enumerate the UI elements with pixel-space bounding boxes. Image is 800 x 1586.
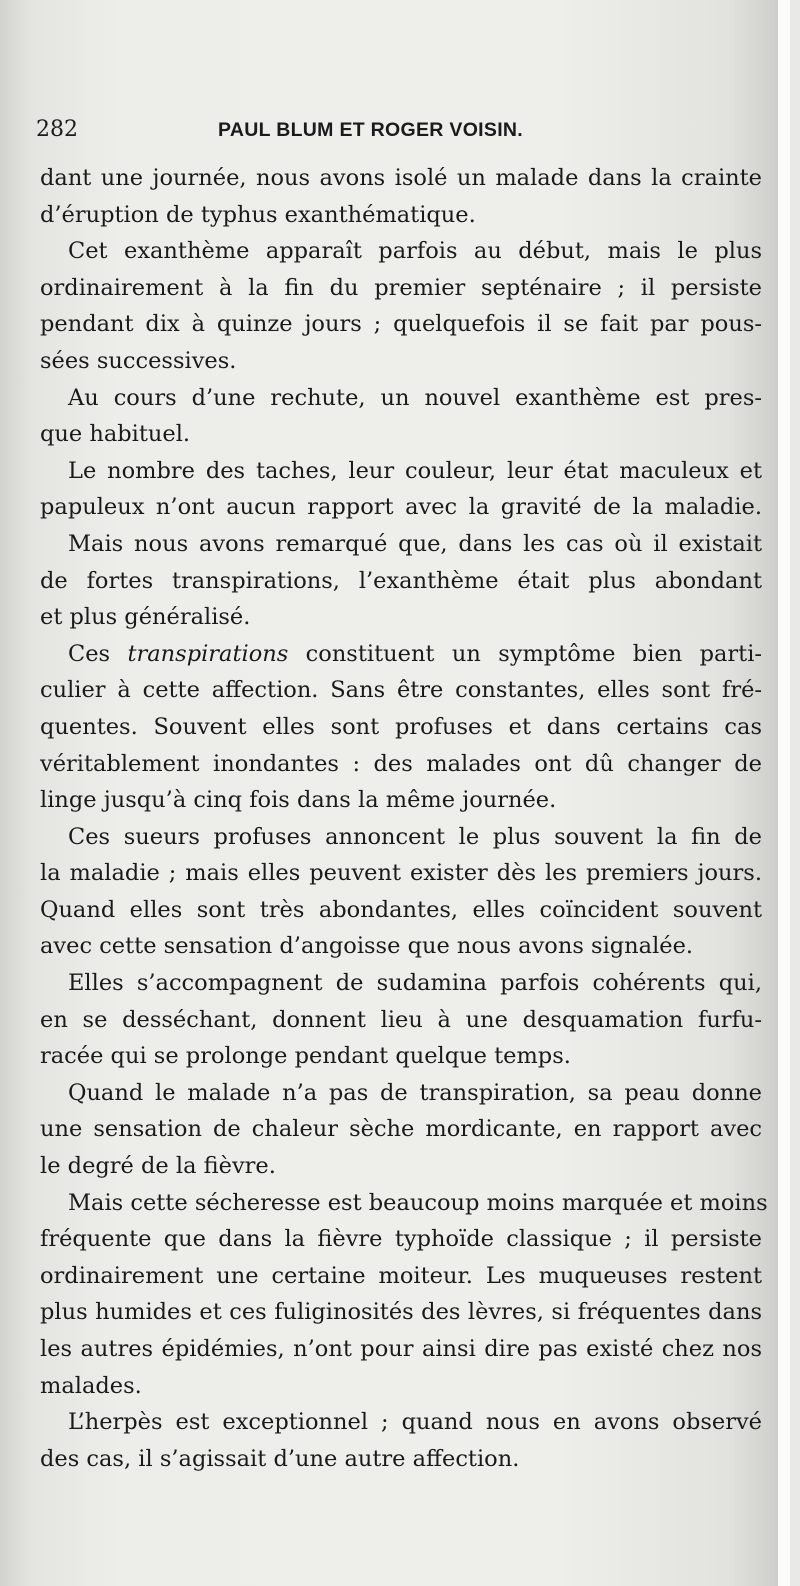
- text-line: Le nombre des taches, leur couleur, leur état maculeux et: [68, 457, 762, 484]
- running-head: PAUL BLUM ET ROGER VOISIN.: [218, 119, 524, 141]
- text-line: Mais nous avons remarqué que, dans les cas où il existait: [68, 530, 762, 557]
- text-line: en se desséchant, donnent lieu à une desquamation furfu-: [40, 1006, 762, 1033]
- text-line: que habituel.: [40, 421, 191, 448]
- text-line: Ces transpirations constituent un symptôme bien parti-: [68, 640, 762, 667]
- text-line: Ces sueurs profuses annoncent le plus souvent la fin de: [68, 823, 762, 850]
- page-header: [36, 117, 776, 153]
- text-line: fréquente que dans la fièvre typhoïde classique ; il persiste: [40, 1226, 762, 1253]
- text-line: avec cette sensation d’angoisse que nous avons signalée.: [40, 933, 694, 960]
- text-line: ordinairement une certaine moiteur. Les muqueuses restent: [40, 1262, 762, 1289]
- text-line: Au cours d’une rechute, un nouvel exanthème est pres-: [68, 384, 762, 411]
- text-line: Quand le malade n’a pas de transpiration, sa peau donne: [68, 1079, 762, 1106]
- page-edge: [778, 0, 790, 1586]
- text-line: culier à cette affection. Sans être constantes, elles sont fré-: [40, 677, 762, 704]
- text-line: le degré de la fièvre.: [40, 1153, 276, 1180]
- text-line: Mais cette sécheresse est beaucoup moins marquée et moins: [68, 1189, 768, 1216]
- text-line: des cas, il s’agissait d’une autre affection.: [40, 1445, 520, 1472]
- text-line: malades.: [40, 1372, 142, 1399]
- text-line: pendant dix à quinze jours ; quelquefois il se fait par pous-: [40, 311, 762, 338]
- text-line: dant une journée, nous avons isolé un malade dans la crainte: [40, 165, 762, 191]
- text-line: ordinairement à la fin du premier septénaire ; il persiste: [40, 274, 762, 301]
- text-line: une sensation de chaleur sèche mordicante, en rapport avec: [40, 1116, 762, 1143]
- text-line: véritablement inondantes : des malades ont dû changer de: [40, 750, 762, 777]
- text-line: Cet exanthème apparaît parfois au début, mais le plus: [68, 238, 762, 265]
- text-line: papuleux n’ont aucun rapport avec la gravité de la maladie.: [40, 494, 762, 521]
- text-line: les autres épidémies, n’ont pour ainsi dire pas existé chez nos: [40, 1336, 762, 1362]
- text-line: de fortes transpirations, l’exanthème était plus abondant: [40, 567, 762, 594]
- text-line: et plus généralisé.: [40, 604, 251, 631]
- text-line: plus humides et ces fuliginosités des lèvres, si fréquentes dans: [40, 1299, 762, 1326]
- text-line: L’herpès est exceptionnel ; quand nous en avons observé: [68, 1409, 762, 1436]
- emphasized-word: transpirations: [127, 640, 289, 667]
- text-line: Quand elles sont très abondantes, elles coïncident souvent: [40, 896, 762, 923]
- body-text: [40, 160, 768, 1477]
- text-line: sées successives.: [40, 347, 237, 374]
- text-line: Elles s’accompagnent de sudamina parfois cohérents qui,: [68, 970, 762, 997]
- page-number: 282: [36, 117, 78, 142]
- text-line: racée qui se prolonge pendant quelque temps.: [40, 1043, 571, 1070]
- text-line: linge jusqu’à cinq fois dans la même journée.: [40, 787, 557, 814]
- text-line: d’éruption de typhus exanthématique.: [40, 201, 476, 228]
- text-line: la maladie ; mais elles peuvent exister dès les premiers jours.: [40, 860, 762, 887]
- text-line: quentes. Souvent elles sont profuses et dans certains cas: [40, 713, 762, 740]
